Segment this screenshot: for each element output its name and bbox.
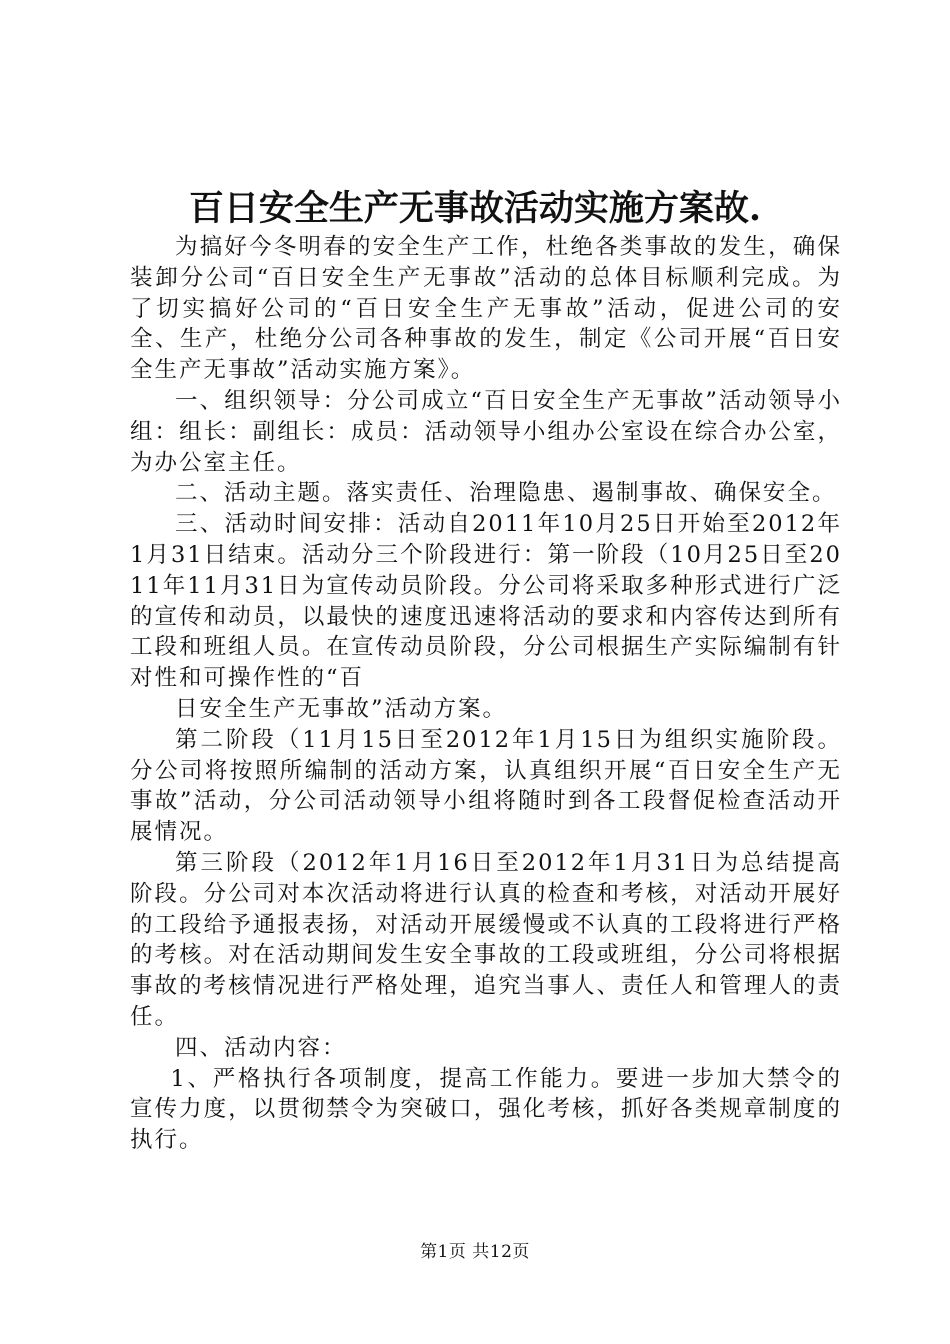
paragraph-phase-two: 第二阶段（11月15日至2012年1月15日为组织实施阶段。分公司将按照所编制的活动方案，认真组织开展“百日安全生产无事故”活动，分公司活动领导小组将随时到各工段督促检查活动开展情况。 xyxy=(130,726,842,846)
paragraph-schedule-continued: 日安全生产无事故”活动方案。 xyxy=(175,695,508,722)
document-title: 百日安全生产无事故活动实施方案故. xyxy=(188,188,762,229)
paragraph-theme: 二、活动主题。落实责任、治理隐患、遏制事故、确保安全。 xyxy=(175,480,837,507)
page-number-footer: 第1页 共12页 xyxy=(420,1242,530,1262)
paragraph-organization: 一、组织领导：分公司成立“百日安全生产无事故”活动领导小组：组长：副组长：成员：活动领导小组办公室设在综合办公室，为办公室主任。 xyxy=(130,387,842,476)
document-body xyxy=(130,232,842,1156)
paragraph-content-heading: 四、活动内容： xyxy=(175,1034,347,1061)
paragraph-phase-three: 第三阶段（2012年1月16日至2012年1月31日为总结提高阶段。分公司对本次活动将进行认真的检查和考核，对活动开展好的工段给予通报表扬，对活动开展缓慢或不认真的工段将进行严格的考核。对在活动期间发生安全事故的工段或班组，分公司将根据事故的考核情况进行严格处理，追究当事人、责任人和管理人的责任。 xyxy=(130,849,842,1030)
paragraph-intro: 为搞好今冬明春的安全生产工作，杜绝各类事故的发生，确保装卸分公司“百日安全生产无事故”活动的总体目标顺利完成。为了切实搞好公司的“百日安全生产无事故”活动，促进公司的安全、生产，杜绝分公司各种事故的发生，制定《公司开展“百日安全生产无事故”活动实施方案》。 xyxy=(130,234,842,384)
paragraph-content-item-1: 1、严格执行各项制度，提高工作能力。要进一步加大禁令的宣传力度，以贯彻禁令为突破口，强化考核，抓好各类规章制度的执行。 xyxy=(130,1065,842,1154)
paragraph-schedule: 三、活动时间安排：活动自2011年10月25日开始至2012年1月31日结束。活动分三个阶段进行：第一阶段（10月25日至2011年11月31日为宣传动员阶段。分公司将采取多种形式进行广泛的宣传和动员，以最快的速度迅速将活动的要求和内容传达到所有工段和班组人员。在宣传动员阶段，分公司根据生产实际编制有针对性和可操作性的“百 xyxy=(130,511,842,692)
